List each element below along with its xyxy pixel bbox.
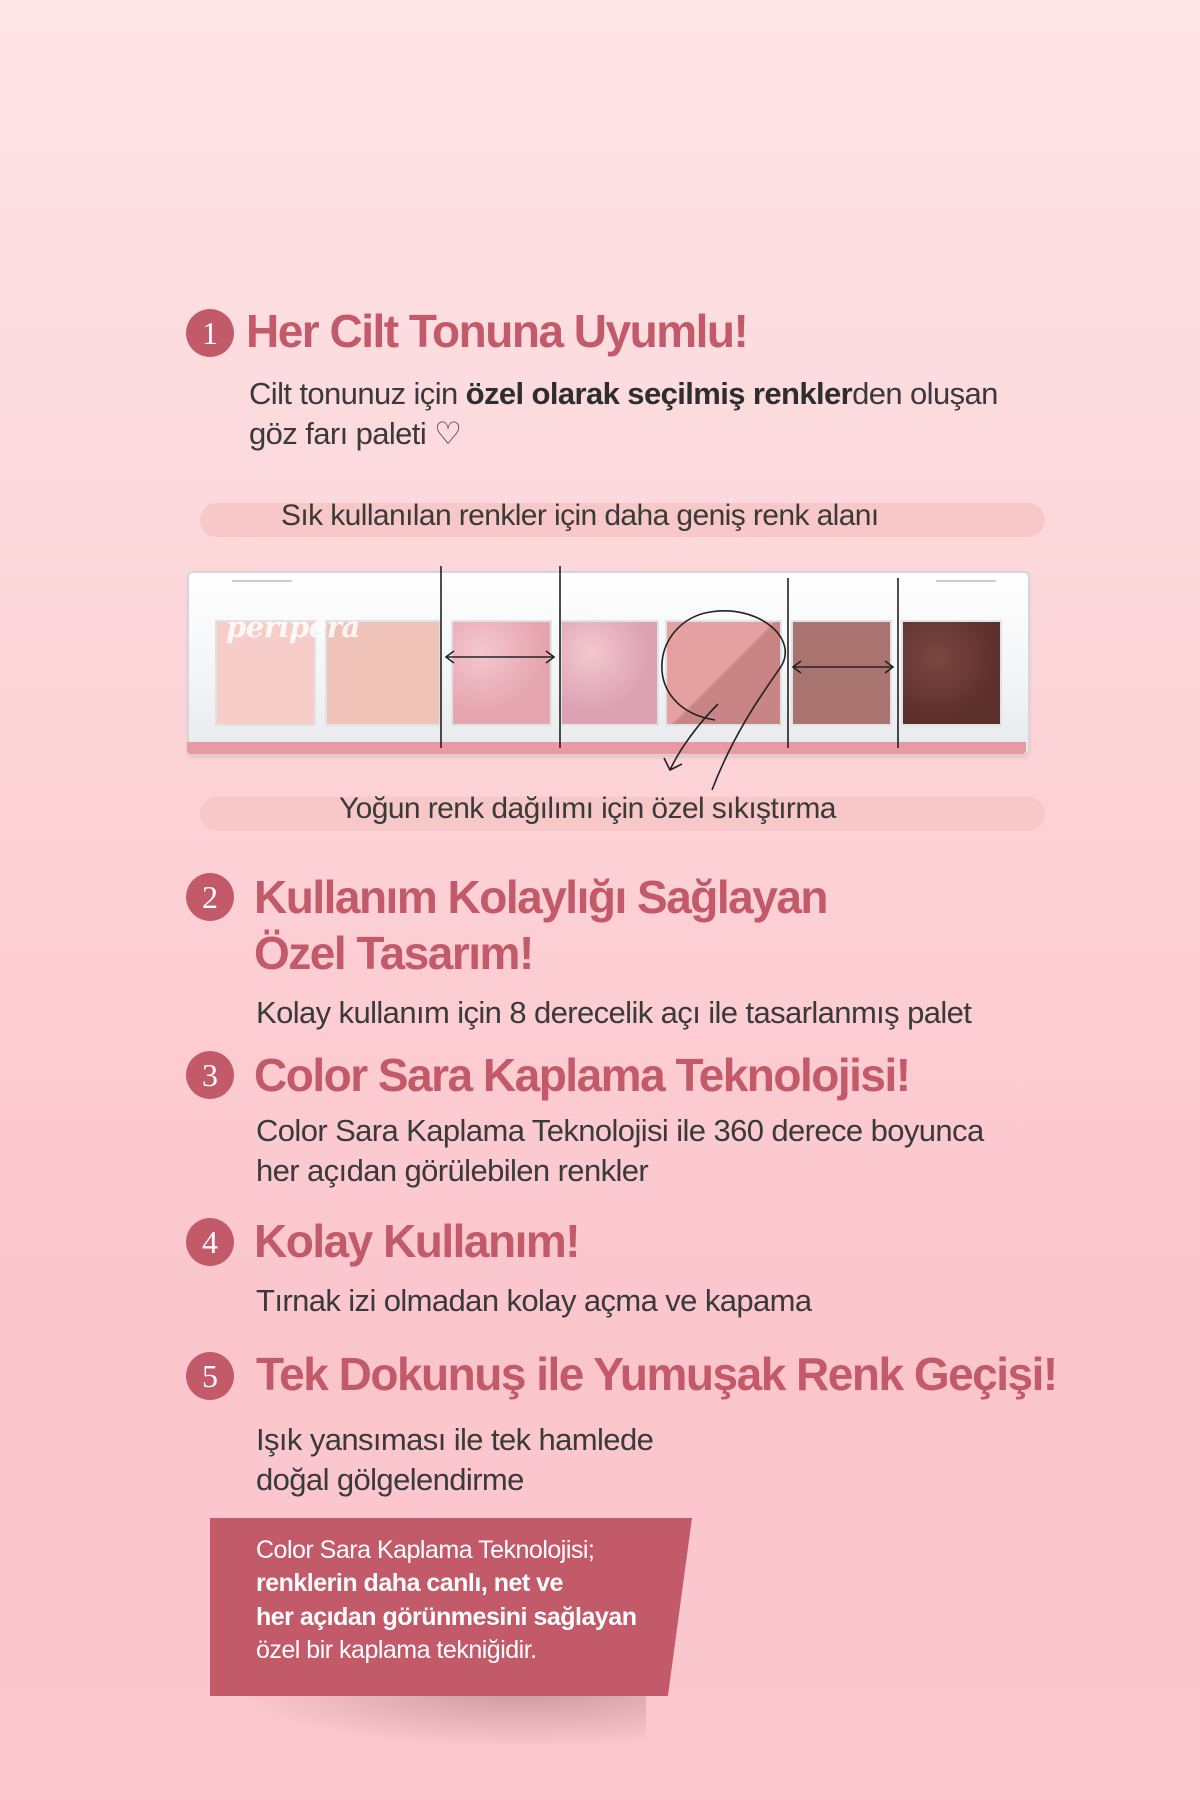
section-4-body: Tırnak izi olmadan kolay açma ve kapama [256,1283,812,1318]
step-number-3: 3 [186,1051,234,1099]
section-4-heading: Kolay Kullanım! [254,1215,580,1267]
callout-text: Color Sara Kaplama Teknolojisi; renklerin daha canlı, net ve her açıdan görünmesini sağlayan özel bir kaplama tekniğidir. [256,1536,637,1664]
section-3-heading: Color Sara Kaplama Teknolojisi! [254,1049,910,1101]
section-1-heading: Her Cilt Tonuna Uyumlu! [246,305,748,357]
step-number-5: 5 [186,1352,234,1400]
brand-logo: peripera [226,610,360,644]
step-number-2: 2 [186,873,234,921]
section-1-body: Cilt tonunuz için özel olarak seçilmiş renklerden oluşan göz farı paleti ♡ [249,376,998,451]
section-5-heading: Tek Dokunuş ile Yumuşak Renk Geçişi! [256,1348,1057,1400]
callout-shadow [236,1688,646,1748]
section-5-body: Işık yansıması ile tek hamlede doğal gölgelendirme [256,1422,654,1497]
palette-label-bottom: Yoğun renk dağılımı için özel sıkıştırma [339,792,836,825]
section-3-body: Color Sara Kaplama Teknolojisi ile 360 derece boyunca her açıdan görülebilen renkler [256,1113,984,1188]
section-2-body: Kolay kullanım için 8 derecelik açı ile tasarlanmış palet [256,995,972,1030]
step-number-4: 4 [186,1218,234,1266]
step-number-1: 1 [186,309,234,357]
section-2-heading: Kullanım Kolaylığı Sağlayan Özel Tasarım! [254,871,827,980]
palette-annotations [0,0,1200,860]
palette-label-top: Sık kullanılan renkler için daha geniş renk alanı [281,499,879,532]
